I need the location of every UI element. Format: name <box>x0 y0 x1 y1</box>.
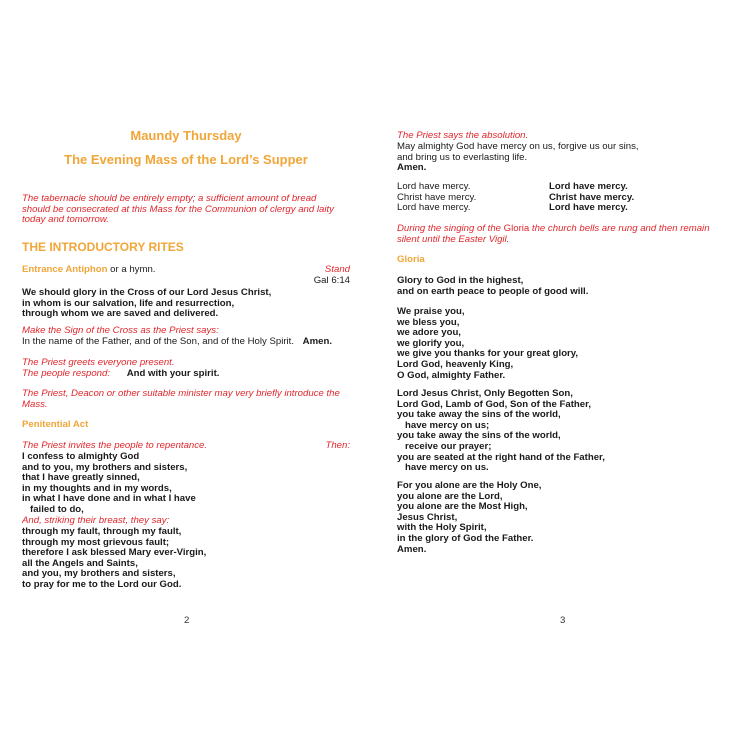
gloria-line: you are seated at the right hand of the Father, <box>397 451 605 463</box>
sign-of-cross-text <box>22 337 332 348</box>
page-subtitle: The Evening Mass of the Lord’s Supper <box>64 152 308 167</box>
tabernacle-rubric <box>22 194 334 226</box>
gloria-line: Amen. <box>397 543 427 555</box>
sign-of-cross-rubric: Make the Sign of the Cross as the Priest says: <box>22 325 219 336</box>
kyrie-priest: Christ have mercy. <box>397 191 477 203</box>
respond-text: And with your spirit. <box>126 368 220 379</box>
antiphon-line: We should glory in the Cross of our Lord Jesus Christ, <box>22 287 272 298</box>
gloria-line: you take away the sins of the world, <box>397 409 561 421</box>
confiteor-line: in my thoughts and in my words, <box>22 482 172 494</box>
confiteor-line: therefore I ask blessed Mary ever-Virgin, <box>22 547 207 559</box>
confiteor-part-1 <box>22 452 196 516</box>
gloria-line: Lord Jesus Christ, Only Begotten Son, <box>397 388 573 399</box>
confiteor-line: through my fault, through my fault, <box>22 526 182 537</box>
gloria-heading: Gloria <box>397 254 425 265</box>
penitential-act-heading: Penitential Act <box>22 419 89 430</box>
gloria-line: we bless you, <box>397 316 460 328</box>
gloria-line: we adore you, <box>397 327 461 339</box>
respond-rubric: The people respond: <box>22 368 111 379</box>
gloria-stanza-3 <box>397 389 605 474</box>
kyrie-row <box>397 203 717 214</box>
gloria-line: have mercy on us. <box>405 462 489 474</box>
confiteor-line: all the Angels and Saints, <box>22 557 138 569</box>
rubric-line: The Priest, Deacon or other suitable minister may very briefly introduce the <box>22 388 340 399</box>
rubric-line: today and tomorrow. <box>22 214 109 226</box>
response-row <box>22 369 219 380</box>
bells-rubric-part: the church bells are rung and then remain <box>529 223 710 234</box>
antiphon-text <box>22 288 271 320</box>
antiphon-line: through whom we are saved and delivered. <box>22 308 219 320</box>
right-page <box>375 0 750 750</box>
confiteor-line: failed to do, <box>30 503 84 515</box>
antiphon-line: in whom is our salvation, life and resurrection, <box>22 297 235 309</box>
gloria-line: O God, almighty Father. <box>397 369 506 381</box>
page-number: 3 <box>560 615 566 626</box>
then-rubric: Then: <box>325 440 350 451</box>
kyrie-people: Christ have mercy. <box>549 191 635 203</box>
gloria-line: you take away the sins of the world, <box>397 430 561 442</box>
gloria-line: we give you thanks for your great glory, <box>397 348 579 360</box>
scripture-reference: Gal 6:14 <box>313 275 350 286</box>
gloria-stanza-2 <box>397 307 578 381</box>
gloria-line: and on earth peace to people of good will. <box>397 285 589 297</box>
confiteor-line: I confess to almighty God <box>22 451 140 462</box>
gloria-line: we glorify you, <box>397 337 465 349</box>
gloria-line: you alone are the Most High, <box>397 501 528 513</box>
sign-amen: Amen. <box>302 336 332 347</box>
absolution-text <box>397 142 639 174</box>
gloria-line: Jesus Christ, <box>397 511 458 523</box>
absolution-line: and bring us to everlasting life. <box>397 151 528 163</box>
gloria-line: have mercy on us; <box>405 419 490 431</box>
absolution-rubric: The Priest says the absolution. <box>397 130 529 141</box>
gloria-line: Lord God, Lamb of God, Son of the Father, <box>397 398 591 410</box>
bells-rubric <box>397 224 710 245</box>
bells-rubric-gloria: Gloria <box>503 223 530 234</box>
gloria-line: We praise you, <box>397 306 465 317</box>
gloria-stanza-4 <box>397 481 541 555</box>
greets-rubric: The Priest greets everyone present. <box>22 357 175 368</box>
striking-breast-rubric: And, striking their breast, they say: <box>22 515 170 526</box>
bells-rubric-part: During the singing of the <box>397 223 504 234</box>
confiteor-line: in what I have done and in what I have <box>22 493 196 505</box>
bells-rubric-part: silent until the Easter Vigil. <box>397 233 510 245</box>
rubric-line: should be consecrated at this Mass for the Communion of clergy and laity <box>22 203 334 215</box>
gloria-stanza-1 <box>397 276 588 297</box>
confiteor-line: to pray for me to the Lord our God. <box>22 578 182 590</box>
entrance-antiphon-row <box>22 265 350 287</box>
gloria-line: For you alone are the Holy One, <box>397 480 542 491</box>
confiteor-part-2 <box>22 527 206 591</box>
sign-text: In the name of the Father, and of the Son, and of the Holy Spirit. <box>22 336 294 347</box>
gloria-line: in the glory of God the Father. <box>397 532 534 544</box>
confiteor-line: through my most grievous fault; <box>22 536 170 548</box>
introduce-rubric <box>22 389 340 410</box>
kyrie-people: Lord have mercy. <box>549 202 628 214</box>
kyrie-people: Lord have mercy. <box>549 181 628 192</box>
confiteor-line: and to you, my brothers and sisters, <box>22 461 188 473</box>
page-number: 2 <box>184 615 190 626</box>
gloria-line: you alone are the Lord, <box>397 490 503 502</box>
kyrie-priest: Lord have mercy. <box>397 202 471 214</box>
gloria-line: Lord God, heavenly King, <box>397 358 514 370</box>
kyrie <box>397 182 717 214</box>
gloria-line: Glory to God in the highest, <box>397 275 524 286</box>
gloria-line: receive our prayer; <box>405 440 492 452</box>
absolution-amen: Amen. <box>397 162 427 174</box>
rubric-line: The tabernacle should be entirely empty; a sufficient amount of bread <box>22 193 317 204</box>
confiteor-line: and you, my brothers and sisters, <box>22 568 176 580</box>
confiteor-line: that I have greatly sinned, <box>22 472 140 484</box>
rubric-line: Mass. <box>22 398 48 410</box>
gloria-line: with the Holy Spirit, <box>397 522 487 534</box>
section-heading: THE INTRODUCTORY RITES <box>22 240 184 254</box>
invites-rubric: The Priest invites the people to repentance. <box>22 440 208 451</box>
page-title: Maundy Thursday <box>130 128 242 143</box>
entrance-antiphon-suffix: or a hymn. <box>107 264 156 275</box>
entrance-antiphon-label: Entrance Antiphon <box>22 264 108 275</box>
absolution-line: May almighty God have mercy on us, forgive us our sins, <box>397 141 639 152</box>
stand-rubric: Stand <box>324 264 350 275</box>
kyrie-priest: Lord have mercy. <box>397 181 471 192</box>
